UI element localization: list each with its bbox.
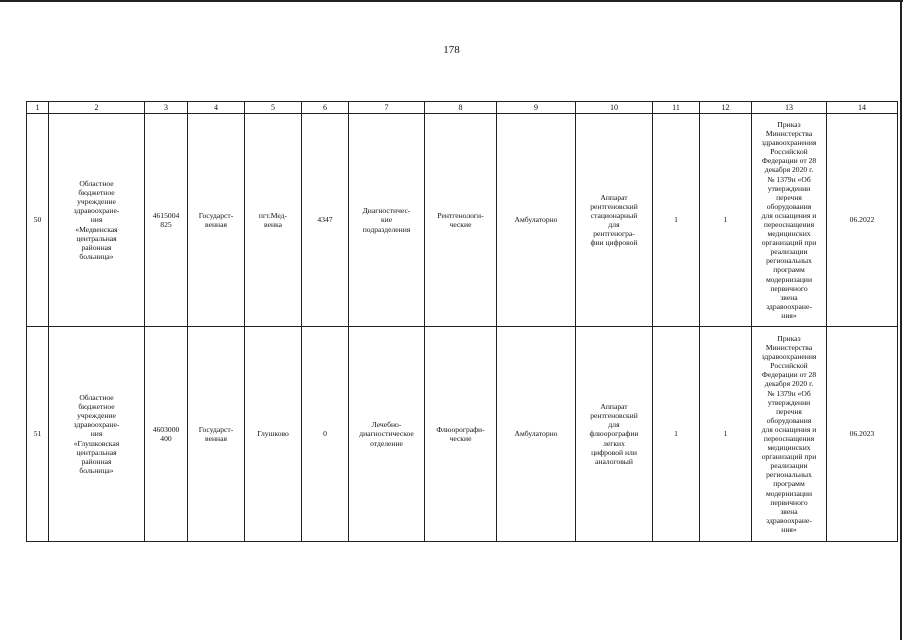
column-12-value: 1 xyxy=(700,327,752,542)
equipment-name: Аппарат рентгеновский стационарный для рентгеногра- фии цифровой xyxy=(576,114,653,327)
page-border-top xyxy=(0,0,903,2)
column-number: 14 xyxy=(827,102,898,114)
ownership-form: Государст- венная xyxy=(188,114,245,327)
column-number: 13 xyxy=(752,102,827,114)
locality: пгт.Мед- венка xyxy=(245,114,302,327)
care-mode: Амбулаторно xyxy=(497,327,576,542)
regulatory-order: Приказ Министерства здравоохранения Российской Федерации от 28 декабря 2020 г. № 1379н «Об утверждении перечня оборудования для оснащения и переоснащения медицинских организаций при реализации региональных программ модернизации первичного звена здравоохране- ния» xyxy=(752,327,827,542)
care-mode: Амбулаторно xyxy=(497,114,576,327)
equipment-table xyxy=(26,101,898,542)
department: Диагностичес- кие подразделения xyxy=(349,114,425,327)
unit-type: Рентгенологи- ческие xyxy=(425,114,497,327)
table-row xyxy=(27,114,898,327)
column-number: 12 xyxy=(700,102,752,114)
ownership-form: Государст- венная xyxy=(188,327,245,542)
date: 06.2023 xyxy=(827,327,898,542)
row-number: 50 xyxy=(27,114,49,327)
column-number: 10 xyxy=(576,102,653,114)
column-number: 6 xyxy=(302,102,349,114)
column-number: 1 xyxy=(27,102,49,114)
department: Лечебно- диагностическое отделение xyxy=(349,327,425,542)
column-12-value: 1 xyxy=(700,114,752,327)
page-number: 178 xyxy=(443,44,460,56)
organization-name: Областное бюджетное учреждение здравоохране- ния «Медвенская центральная районная больница» xyxy=(49,114,145,327)
column-number: 5 xyxy=(245,102,302,114)
organization-code: 4615004 825 xyxy=(145,114,188,327)
table-row xyxy=(27,327,898,542)
row-number: 51 xyxy=(27,327,49,542)
column-number: 8 xyxy=(425,102,497,114)
column-number: 4 xyxy=(188,102,245,114)
column-11-value: 1 xyxy=(653,114,700,327)
locality: Глушково xyxy=(245,327,302,542)
page-border-right xyxy=(900,0,902,640)
date: 06.2022 xyxy=(827,114,898,327)
column-number-row xyxy=(27,102,898,114)
column-number: 3 xyxy=(145,102,188,114)
column-number: 9 xyxy=(497,102,576,114)
regulatory-order: Приказ Министерства здравоохранения Российской Федерации от 28 декабря 2020 г. № 1379н «Об утверждении перечня оборудования для оснащения и переоснащения медицинских организаций при реализации региональных программ модернизации первичного звена здравоохране- ния» xyxy=(752,114,827,327)
equipment-name: Аппарат рентгеновский для флюорографии легких цифровой или аналоговый xyxy=(576,327,653,542)
column-11-value: 1 xyxy=(653,327,700,542)
column-6-value: 0 xyxy=(302,327,349,542)
column-6-value: 4347 xyxy=(302,114,349,327)
column-number: 7 xyxy=(349,102,425,114)
column-number: 2 xyxy=(49,102,145,114)
column-number: 11 xyxy=(653,102,700,114)
unit-type: Флюорографи- ческие xyxy=(425,327,497,542)
organization-code: 4603000 400 xyxy=(145,327,188,542)
organization-name: Областное бюджетное учреждение здравоохране- ния «Глушковская центральная районная больница» xyxy=(49,327,145,542)
